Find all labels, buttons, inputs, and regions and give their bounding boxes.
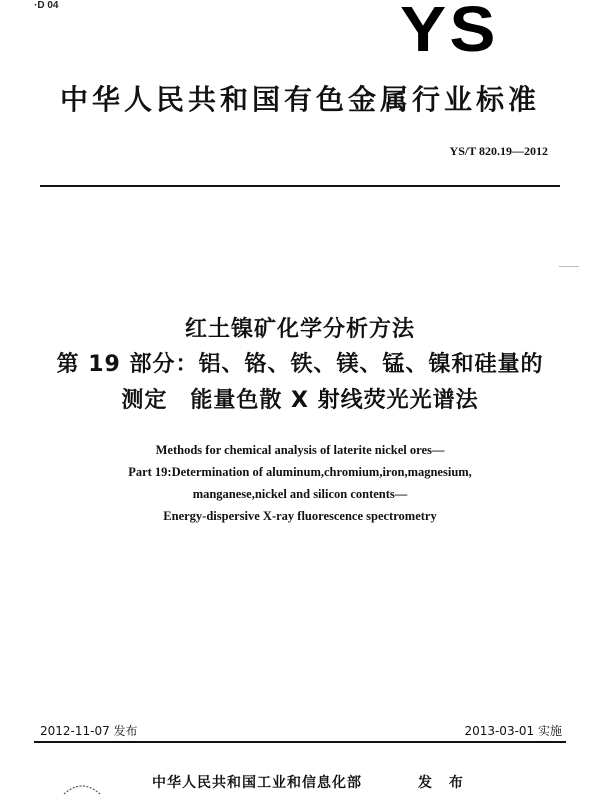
publisher-name: 中华人民共和国工业和信息化部 <box>152 775 362 791</box>
chinese-title-line-2: 第 19 部分：铝、铬、铁、镁、锰、镍和硅量的 <box>56 352 544 377</box>
footer-divider <box>34 741 566 743</box>
side-mark <box>559 266 579 267</box>
ics-code: ·D 04 <box>34 0 59 11</box>
chinese-title-line-3: 测定 能量色散 X 射线荧光光谱法 <box>121 388 479 413</box>
english-title-line-1: Methods for chemical analysis of laterite nickel ores— <box>155 443 445 457</box>
english-title-line-3: manganese,nickel and silicon contents— <box>192 487 408 501</box>
implementation-date: 2013-03-01 实施 <box>464 724 562 738</box>
header-divider <box>40 185 560 187</box>
english-title-line-4: Energy-dispersive X-ray fluorescence spectrometry <box>163 509 437 523</box>
issuing-organization-title: 中华人民共和国有色金属行业标准 <box>59 83 540 116</box>
standard-number: YS/T 820.19—2012 <box>449 144 548 158</box>
issue-date: 2012-11-07 发布 <box>40 724 138 738</box>
standard-logo: YS <box>400 0 499 65</box>
publish-label: 发 布 <box>418 775 469 791</box>
chinese-title-line-1: 红土镍矿化学分析方法 <box>184 317 415 342</box>
english-title-line-2: Part 19:Determination of aluminum,chromium,iron,magnesium, <box>128 465 472 479</box>
seal-icon <box>62 780 102 796</box>
